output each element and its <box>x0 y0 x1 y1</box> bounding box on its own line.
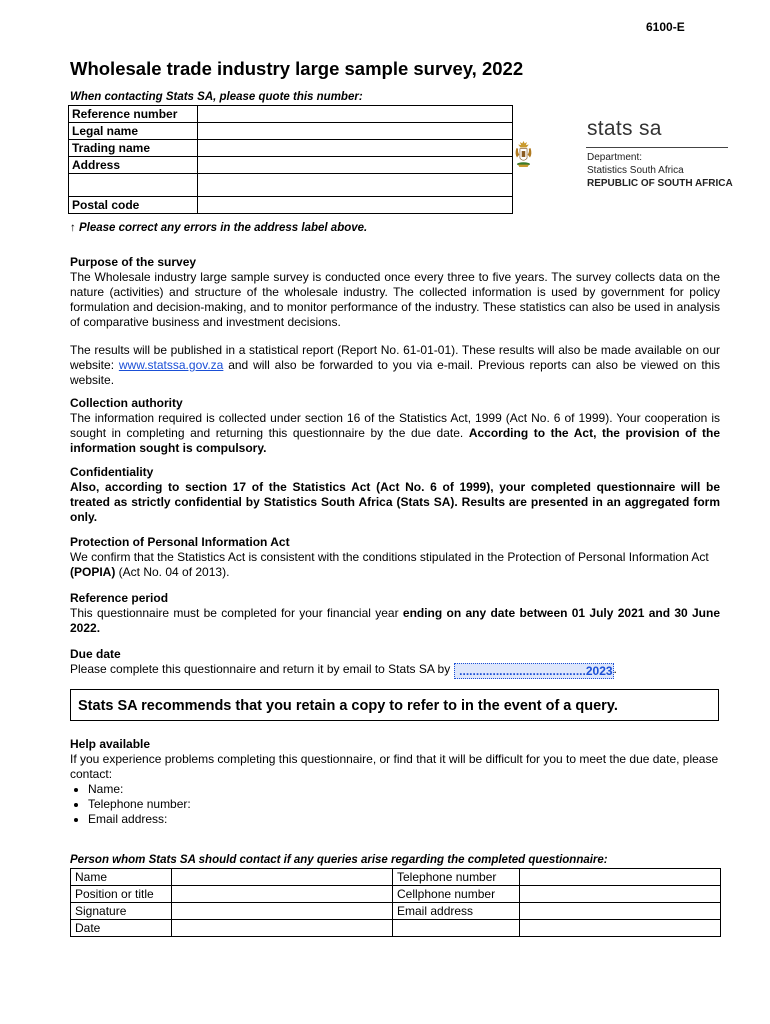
contact-date-field[interactable] <box>172 920 393 937</box>
results-text-a: The results will be published in a statistical report (Report No. 61-01-01). These results will also be made available on our website: <box>70 343 720 372</box>
logo-divider <box>586 147 728 148</box>
contact-person-table <box>70 868 721 937</box>
help-contact-email: • Email address: <box>88 812 720 827</box>
trading-name-field[interactable] <box>198 140 513 157</box>
contact-blank-field[interactable] <box>520 920 721 937</box>
contact-cellphone-field[interactable] <box>520 886 721 903</box>
due-date-field[interactable]: ......................................2023 <box>454 663 614 679</box>
popia-text <box>70 550 720 580</box>
contact-name-label: Name <box>71 869 172 886</box>
up-arrow-icon: ↑ <box>70 222 76 234</box>
popia-section <box>70 535 720 580</box>
logo-statistics-sa: Statistics South Africa <box>587 165 684 176</box>
results-text-b: and will also be forwarded to you via e-mail. Previous reports can also be viewed on this website. <box>70 358 721 387</box>
help-section <box>70 737 720 827</box>
popia-text-a: We confirm that the Statistics Act is consistent with the conditions stipulated in the Protection of Personal Information Act <box>70 550 709 564</box>
due-date-section <box>70 647 720 679</box>
reference-period-text-b: ending on any date between 01 July 2021 and 30 June 2022. <box>70 606 721 635</box>
retain-copy-recommendation: Stats SA recommends that you retain a copy to refer to in the event of a query. <box>70 689 719 721</box>
authority-text-a: The information required is collected under section 16 of the Statistics Act, 1999 (Act No. 6 of 1999). Your cooperation is sought in completing and returning this questionnaire by the due date. <box>70 411 720 440</box>
contact-email-field[interactable] <box>520 903 721 920</box>
popia-text-b: (POPIA) <box>70 565 116 579</box>
page-title: Wholesale trade industry large sample survey, 2022 <box>70 58 524 79</box>
address-label-table <box>68 105 513 214</box>
contact-position-field[interactable] <box>172 886 393 903</box>
popia-text-c: (Act No. 04 of 2013). <box>115 565 230 579</box>
confidentiality-text: Also, according to section 17 of the Statistics Act (Act No. 6 of 1999), your completed questionnaire will be treated as strictly confidential by Statistics South Africa (Stats SA). Results are presented in an aggregated form only. <box>70 480 720 524</box>
contact-date-label: Date <box>71 920 172 937</box>
address-note <box>70 222 367 234</box>
authority-text-b: According to the Act, the provision of the information sought is compulsory. <box>70 426 720 455</box>
contact-telephone-label: Telephone number <box>393 869 520 886</box>
logo-department: Department: <box>587 152 643 163</box>
contact-signature-field[interactable] <box>172 903 393 920</box>
contact-telephone-field[interactable] <box>520 869 721 886</box>
trading-name-label: Trading name <box>69 140 198 157</box>
due-date-text-a: Please complete this questionnaire and return it by email to Stats SA by <box>70 662 454 676</box>
postal-code-label: Postal code <box>69 197 198 214</box>
confidentiality-section <box>70 465 720 525</box>
authority-text <box>70 411 720 456</box>
due-date-text <box>70 662 720 679</box>
purpose-text: The Wholesale industry large sample survey is conducted once every three to five years. The survey collects data on the nature (activities) and structure of the wholesale industry. The collected information is used by government for policy formulation and decision-making, and to monitor performance of the industry. These statistics can also be used in analysis of comparative business and investment decisions. <box>70 270 720 329</box>
due-date-suffix: . <box>613 662 617 676</box>
reference-period-section <box>70 591 720 636</box>
reference-number-label: Reference number <box>69 106 198 123</box>
address-field-line-1[interactable] <box>198 157 513 174</box>
contact-name-field[interactable] <box>172 869 393 886</box>
help-heading: Help available <box>70 737 151 751</box>
coat-of-arms-icon <box>514 104 578 204</box>
help-contact-telephone: • Telephone number: <box>88 797 720 812</box>
contact-position-label: Position or title <box>71 886 172 903</box>
address-field-line-2[interactable] <box>198 174 513 197</box>
help-text: If you experience problems completing this questionnaire, or find that it will be difficult for you to meet the due date, please contact: <box>70 752 719 781</box>
popia-heading: Protection of Personal Information Act <box>70 535 290 549</box>
purpose-heading: Purpose of the survey <box>70 255 197 269</box>
stats-sa-brand: stats sa <box>587 117 662 140</box>
legal-name-field[interactable] <box>198 123 513 140</box>
help-contact-list <box>70 782 720 827</box>
contact-table-title: Person whom Stats SA should contact if any queries arise regarding the completed questionnaire: <box>70 854 608 866</box>
authority-section <box>70 396 720 456</box>
address-label-blank <box>69 174 198 197</box>
purpose-section <box>70 255 720 388</box>
due-date-heading: Due date <box>70 647 121 661</box>
quote-note: When contacting Stats SA, please quote this number: <box>70 91 363 103</box>
address-label: Address <box>69 157 198 174</box>
help-contact-name: • Name: <box>88 782 720 797</box>
reference-period-heading: Reference period <box>70 591 169 605</box>
website-link[interactable]: www.statssa.gov.za <box>118 358 224 372</box>
reference-number-field[interactable] <box>198 106 513 123</box>
postal-code-field[interactable] <box>198 197 513 214</box>
results-text <box>70 343 720 388</box>
contact-blank-label <box>393 920 520 937</box>
legal-name-label: Legal name <box>69 123 198 140</box>
logo-republic: REPUBLIC OF SOUTH AFRICA <box>587 178 733 189</box>
address-note-text: Please correct any errors in the address label above. <box>78 222 368 234</box>
form-code: 6100-E <box>646 20 685 34</box>
reference-period-text-a: This questionnaire must be completed for your financial year <box>70 606 403 620</box>
contact-email-label: Email address <box>393 903 520 920</box>
confidentiality-heading: Confidentiality <box>70 465 154 479</box>
reference-period-text <box>70 606 720 636</box>
contact-cellphone-label: Cellphone number <box>393 886 520 903</box>
contact-signature-label: Signature <box>71 903 172 920</box>
authority-heading: Collection authority <box>70 396 183 410</box>
